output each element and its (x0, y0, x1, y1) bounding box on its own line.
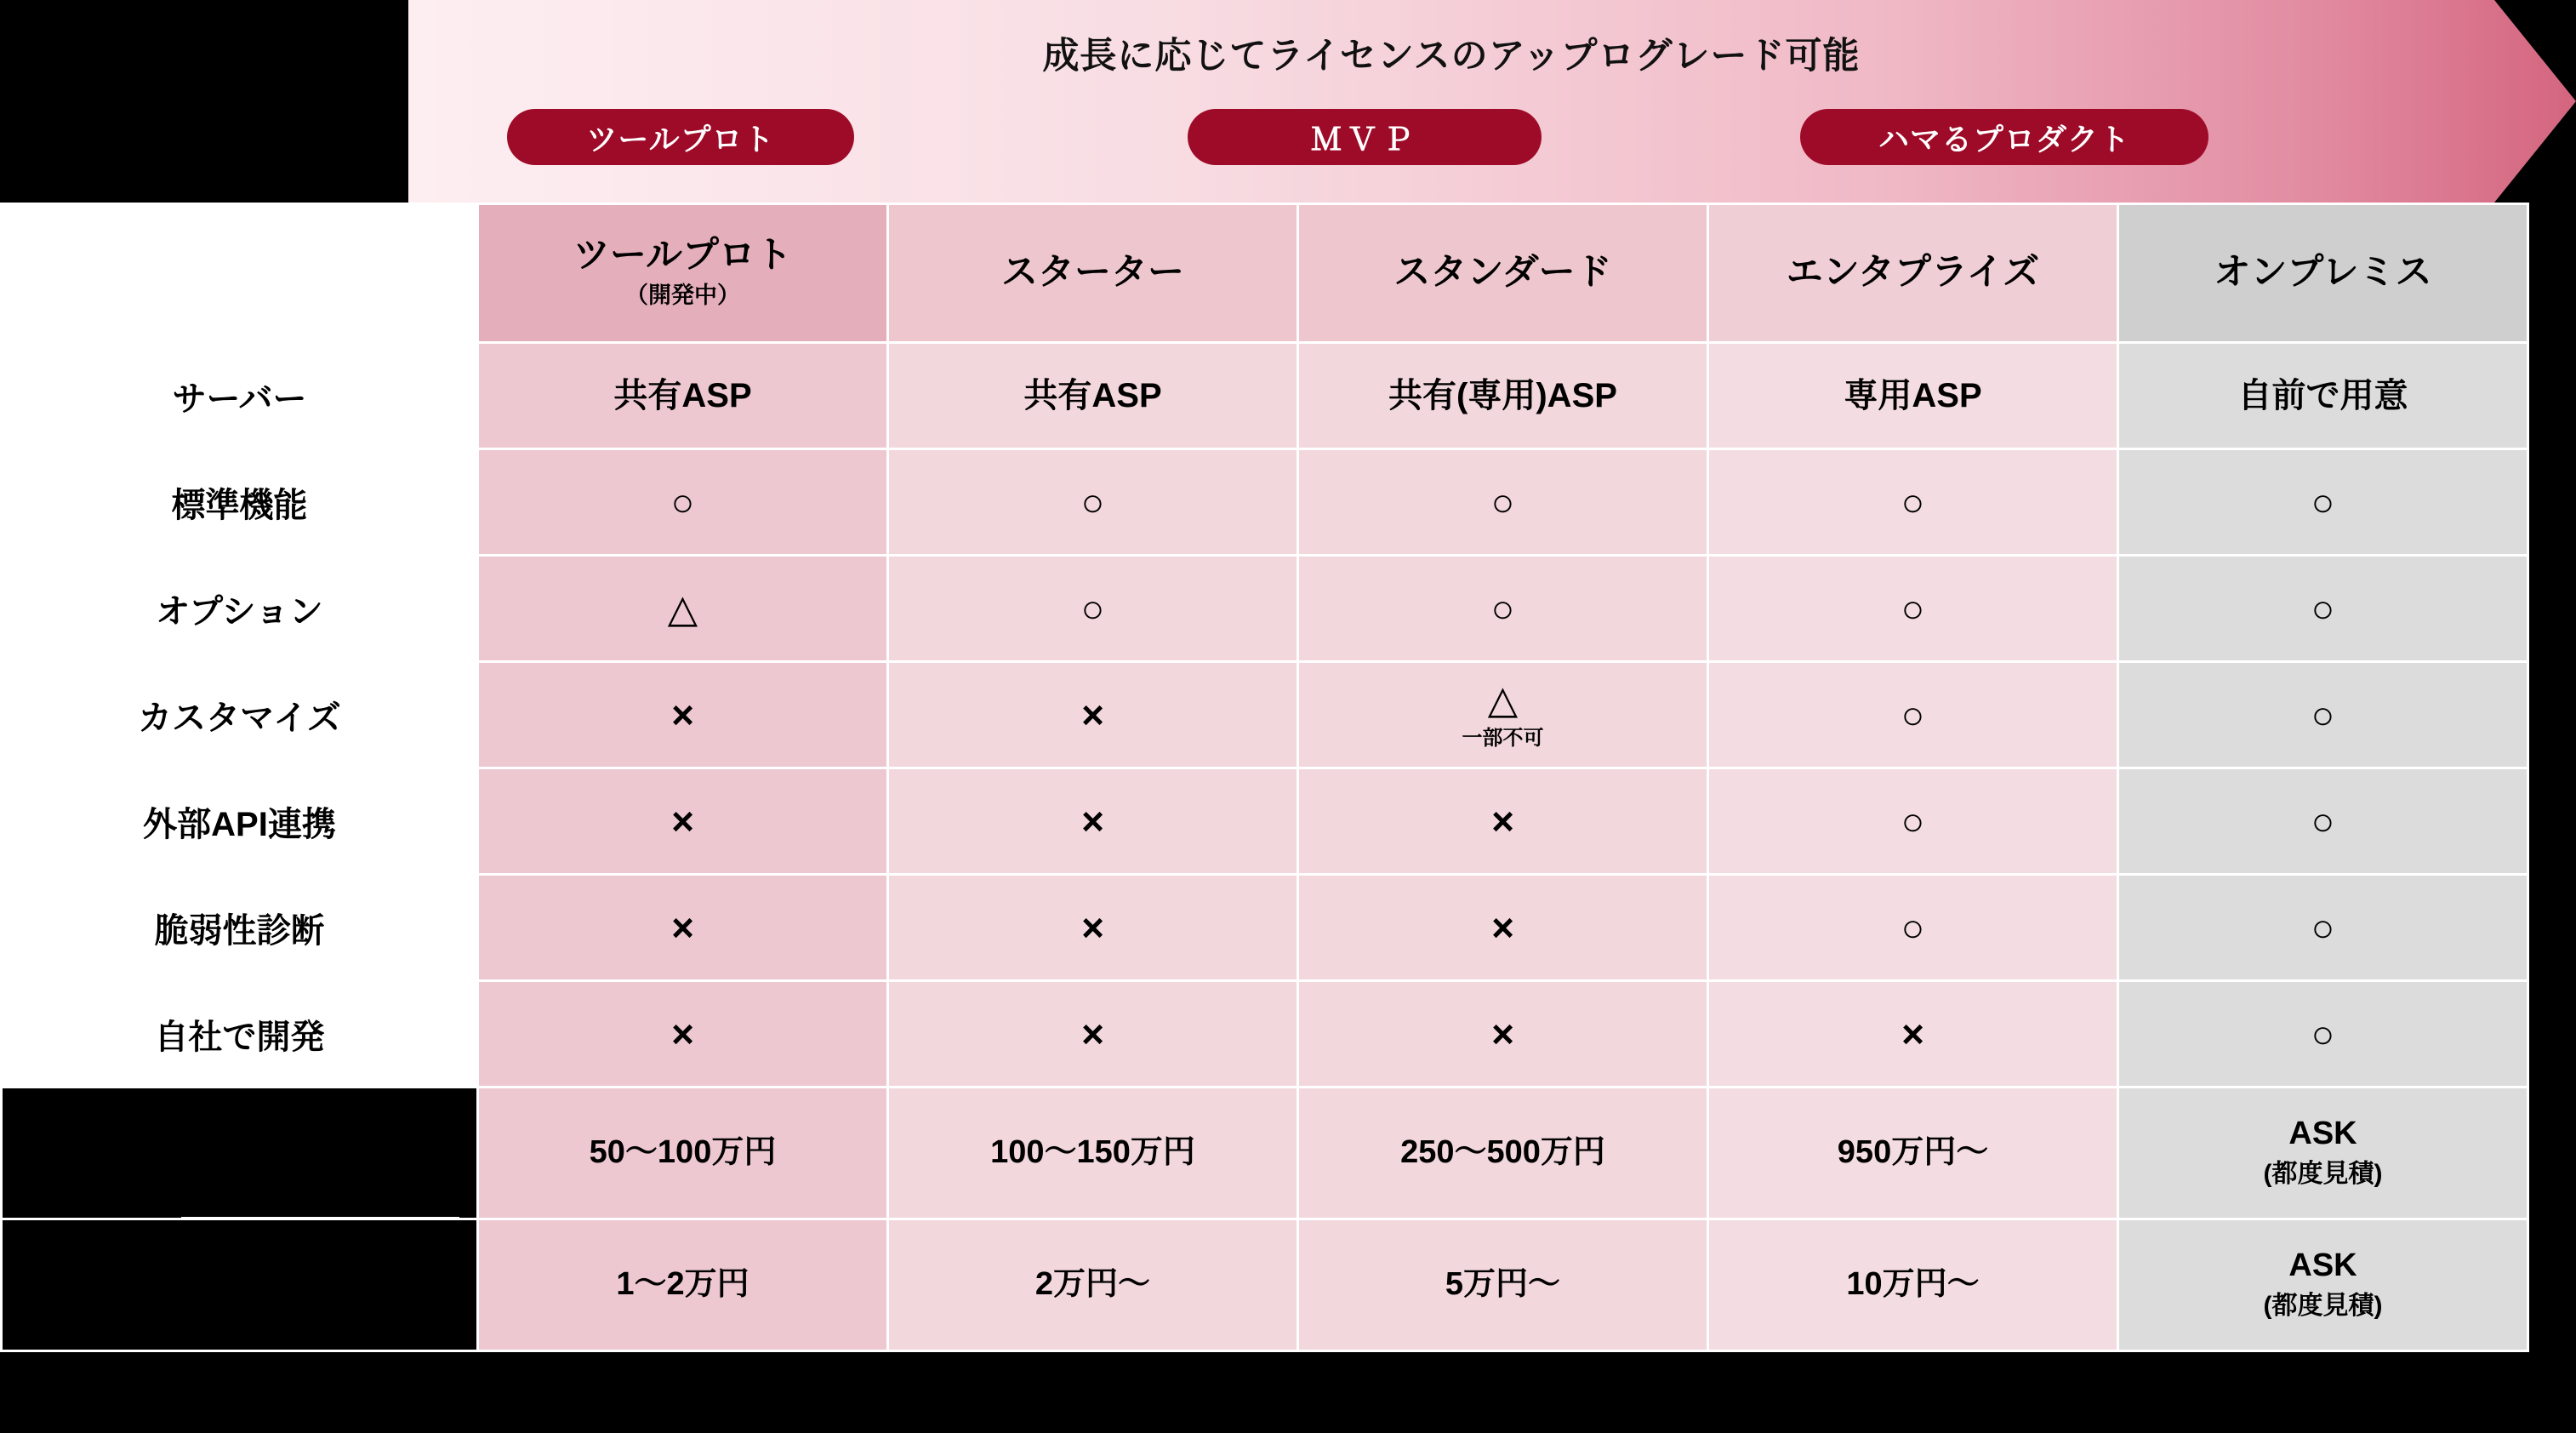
cell-value: ○ (2311, 799, 2335, 843)
cell-value: × (1491, 905, 1514, 950)
table-cell (478, 449, 888, 556)
cell-value: × (671, 799, 694, 843)
table-cell (478, 343, 888, 449)
plan-header-enterprise (1708, 204, 2118, 343)
row-label: カスタマイズ (2, 662, 478, 768)
table-cell (478, 1219, 888, 1351)
cell-value: 5万円〜 (1445, 1266, 1561, 1303)
cell-value: 950万円〜 (1837, 1134, 1989, 1171)
table-cell (1708, 768, 2118, 875)
table-row (2, 556, 2528, 662)
table-cell (1708, 981, 2118, 1088)
cell-value: 50〜100万円 (589, 1134, 777, 1171)
cell-value: ○ (1080, 480, 1105, 524)
cell-note: 一部不可 (1462, 726, 1544, 750)
table-row-price-initial (2, 1088, 2528, 1219)
cell-value: ○ (1080, 586, 1105, 631)
table-cell (1298, 981, 1708, 1088)
plan-comparison-table (0, 203, 2529, 1352)
table-cell (2118, 1219, 2528, 1351)
table-cell (888, 875, 1298, 981)
stage-pill-mvp: ＭＶＰ (1188, 109, 1542, 165)
cell-value: ○ (1901, 480, 1925, 524)
table-cell (888, 343, 1298, 449)
cell-value: ○ (1901, 586, 1925, 631)
plan-header-standard (1298, 204, 1708, 343)
table-cell (888, 1219, 1298, 1351)
table-cell (1708, 556, 2118, 662)
table-cell (888, 768, 1298, 875)
table-row-price-monthly (2, 1219, 2528, 1351)
table-cell (1298, 556, 1708, 662)
cell-value: ○ (2311, 480, 2335, 524)
plan-header-name: エンタプライズ (1786, 252, 2040, 294)
table-cell (888, 981, 1298, 1088)
cell-value: 100〜150万円 (990, 1134, 1195, 1171)
table-cell (478, 768, 888, 875)
cell-value: ○ (2311, 586, 2335, 631)
row-label-hidden (2, 1219, 478, 1351)
plan-header-name: スターター (1001, 252, 1184, 294)
table-cell (2118, 662, 2528, 768)
table-cell (888, 1088, 1298, 1219)
table-cell (478, 981, 888, 1088)
cell-value: ○ (670, 480, 695, 524)
table-cell (2118, 556, 2528, 662)
table-cell (1298, 1219, 1708, 1351)
table-row (2, 875, 2528, 981)
table-cell (478, 1088, 888, 1219)
table-cell (1708, 662, 2118, 768)
row-label: オプション (2, 556, 478, 662)
cell-value: △ (667, 586, 698, 631)
plan-header-name: ツールプロト (573, 234, 793, 276)
plan-header-note: （開発中） (625, 283, 740, 309)
cell-value: 10万円〜 (1846, 1266, 1980, 1303)
row-label: 外部API連携 (2, 768, 478, 875)
cell-value: × (671, 905, 694, 950)
table-header-row (2, 204, 2528, 343)
cell-value: ASK (2288, 1115, 2357, 1151)
upgrade-banner (408, 0, 2576, 203)
plan-header-name: スタンダード (1393, 252, 1612, 294)
table-cell (1298, 1088, 1708, 1219)
cell-value: 自前で用意 (2237, 377, 2408, 414)
header-corner-cell (2, 204, 478, 343)
cell-value: × (1901, 1012, 1924, 1056)
table-cell (2118, 343, 2528, 449)
cell-value: 専用ASP (1844, 377, 1982, 414)
table-cell (1298, 449, 1708, 556)
row-label: 脆弱性診断 (2, 875, 478, 981)
cell-value: ASK (2288, 1247, 2357, 1283)
table-cell (1708, 1219, 2118, 1351)
plan-header-name: オンプレミス (2214, 252, 2432, 294)
cell-value: ○ (2311, 1012, 2335, 1056)
cell-value: 共有ASP (613, 377, 752, 414)
table-row (2, 449, 2528, 556)
table-cell (2118, 1088, 2528, 1219)
cell-value: × (1081, 693, 1104, 737)
table-cell (2118, 768, 2528, 875)
cell-value: × (1491, 1012, 1514, 1056)
table-row (2, 981, 2528, 1088)
stage-pill-product: ハマるプロダクト (1800, 109, 2208, 165)
cell-note: (都度見積) (2263, 1160, 2383, 1189)
table-cell (888, 662, 1298, 768)
cell-value: 共有(専用)ASP (1388, 377, 1617, 414)
table-cell (2118, 981, 2528, 1088)
cell-value: × (671, 1012, 694, 1056)
table-cell (2118, 875, 2528, 981)
table-cell (1298, 768, 1708, 875)
table-cell (1298, 875, 1708, 981)
cell-value: 2万円〜 (1034, 1266, 1151, 1303)
table-cell (1708, 449, 2118, 556)
cell-value: ○ (1901, 905, 1925, 950)
banner-stage-pills (408, 109, 2576, 170)
cell-value: × (671, 693, 694, 737)
table-cell (478, 875, 888, 981)
cell-value: ○ (1901, 693, 1925, 737)
cell-value: ○ (1901, 799, 1925, 843)
table-cell (1298, 343, 1708, 449)
row-label: 標準機能 (2, 449, 478, 556)
table-row (2, 343, 2528, 449)
banner-title: 成長に応じてライセンスのアップログレード可能 (1042, 36, 1861, 77)
plan-header-starter (888, 204, 1298, 343)
table-cell (2118, 449, 2528, 556)
cell-value: ○ (2311, 905, 2335, 950)
plan-header-onpremise (2118, 204, 2528, 343)
cell-value: ○ (2311, 693, 2335, 737)
stage-pill-toolproto: ツールプロト (507, 109, 854, 165)
cell-value: ○ (1490, 586, 1515, 631)
table-cell (1708, 343, 2118, 449)
row-label: サーバー (2, 343, 478, 449)
cell-value: 1〜2万円 (616, 1266, 749, 1303)
cell-value: × (1081, 1012, 1104, 1056)
cell-value: × (1081, 905, 1104, 950)
cell-value: × (1491, 799, 1514, 843)
row-label-hidden (2, 1088, 478, 1219)
table-cell (1708, 875, 2118, 981)
cell-value: △ (1487, 677, 1519, 722)
table-cell (1298, 662, 1708, 768)
cell-note: (都度見積) (2263, 1292, 2383, 1321)
table-cell (1708, 1088, 2118, 1219)
cell-value: ○ (1490, 480, 1515, 524)
table-row (2, 662, 2528, 768)
cell-value: × (1081, 799, 1104, 843)
table-row (2, 768, 2528, 875)
plan-header-toolproto (478, 204, 888, 343)
table-cell (478, 662, 888, 768)
row-label: 自社で開発 (2, 981, 478, 1088)
table-cell (888, 449, 1298, 556)
cell-value: 共有ASP (1023, 377, 1162, 414)
table-cell (888, 556, 1298, 662)
table-cell (478, 556, 888, 662)
cell-value: 250〜500万円 (1400, 1134, 1605, 1171)
